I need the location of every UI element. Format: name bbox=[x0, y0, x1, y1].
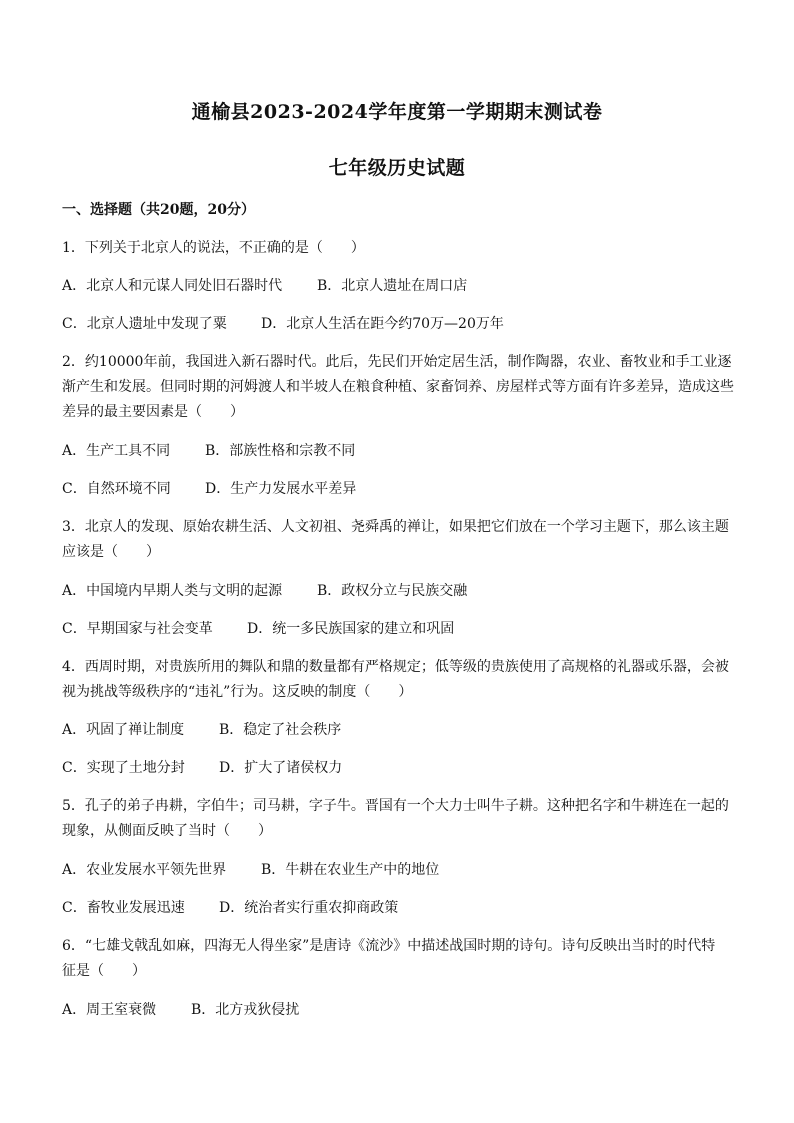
question-1-options-row-1 bbox=[62, 276, 467, 296]
question-4-options-row-2 bbox=[62, 758, 342, 778]
question-1-option-d[interactable]: D．北京人生活在距今约70万—20万年 bbox=[261, 316, 504, 332]
question-1-option-b[interactable]: B．北京人遗址在周口店 bbox=[317, 278, 468, 294]
question-2-text-line-1: 2．约10000年前，我国进入新石器时代。此后，先民们开始定居生活，制作陶器，农业、畜牧业和手工业逐 bbox=[62, 354, 732, 370]
question-2-text-line-2: 渐产生和发展。但同时期的河姆渡人和半坡人在粮食种植、家畜饲养、房屋样式等方面有许多差异，造成这些 bbox=[62, 379, 734, 395]
question-5-text-line-2: 现象，从侧面反映了当时（ ） bbox=[62, 823, 272, 839]
question-6-text-line-2: 征是（ ） bbox=[62, 963, 146, 979]
question-5-options-row-1 bbox=[62, 860, 439, 880]
question-5-option-b[interactable]: B．牛耕在农业生产中的地位 bbox=[261, 862, 440, 878]
question-4-option-b[interactable]: B．稳定了社会秩序 bbox=[219, 722, 342, 738]
question-4-text-line-1: 4．西周时期，对贵族所用的舞队和鼎的数量都有严格规定；低等级的贵族使用了高规格的礼器或乐器，会被 bbox=[62, 659, 729, 675]
question-3-option-a[interactable]: A．中国境内早期人类与文明的起源 bbox=[62, 583, 283, 599]
question-4-option-c[interactable]: C．实现了土地分封 bbox=[62, 760, 185, 776]
question-2-option-b[interactable]: B．部族性格和宗教不同 bbox=[205, 443, 356, 459]
question-5-option-a[interactable]: A．农业发展水平领先世界 bbox=[62, 862, 227, 878]
question-2-options-row-2 bbox=[62, 479, 356, 499]
question-2-option-c[interactable]: C．自然环境不同 bbox=[62, 481, 171, 497]
question-6-option-b[interactable]: B．北方戎狄侵扰 bbox=[191, 1002, 300, 1018]
question-4-option-a[interactable]: A．巩固了禅让制度 bbox=[62, 722, 185, 738]
question-6-text-line-1: 6．“七雄戈戟乱如麻，四海无人得坐家”是唐诗《流沙》中描述战国时期的诗句。诗句反映出当时的时代特 bbox=[62, 938, 716, 954]
exam-title: 通榆县2023-2024学年度第一学期期末测试卷 bbox=[191, 101, 603, 123]
question-5-text-line-1: 5．孔子的弟子冉耕，字伯牛；司马耕，字子牛。晋国有一个大力士叫牛子耕。这种把名字和牛耕连在一起的 bbox=[62, 798, 729, 814]
question-3-options-row-1 bbox=[62, 581, 467, 601]
question-4-text-line-2: 视为挑战等级秩序的“违礼”行为。这反映的制度（ ） bbox=[62, 684, 413, 700]
question-1-options-row-2 bbox=[62, 314, 504, 334]
question-3-text-line-1: 3．北京人的发现、原始农耕生活、人文初祖、尧舜禹的禅让，如果把它们放在一个学习主题下，那么该主题 bbox=[62, 519, 729, 535]
question-3-option-c[interactable]: C．早期国家与社会变革 bbox=[62, 621, 213, 637]
question-5-option-c[interactable]: C．畜牧业发展迅速 bbox=[62, 900, 185, 916]
question-2-option-a[interactable]: A．生产工具不同 bbox=[62, 443, 171, 459]
question-5-options-row-2 bbox=[62, 898, 398, 918]
question-4-option-d[interactable]: D．扩大了诸侯权力 bbox=[219, 760, 343, 776]
question-6-options-row-1 bbox=[62, 1000, 299, 1020]
question-1-option-c[interactable]: C．北京人遗址中发现了粟 bbox=[62, 316, 227, 332]
question-5-option-d[interactable]: D．统治者实行重农抑商政策 bbox=[219, 900, 399, 916]
question-1-text: 1．下列关于北京人的说法，不正确的是（ ） bbox=[62, 240, 365, 256]
section-heading: 一、选择题（共20题，20分） bbox=[62, 202, 255, 218]
question-6-option-a[interactable]: A．周王室衰微 bbox=[62, 1002, 157, 1018]
question-3-option-d[interactable]: D．统一多民族国家的建立和巩固 bbox=[247, 621, 455, 637]
question-2-option-d[interactable]: D．生产力发展水平差异 bbox=[205, 481, 357, 497]
question-3-options-row-2 bbox=[62, 619, 454, 639]
question-3-text-line-2: 应该是（ ） bbox=[62, 544, 160, 560]
exam-subtitle: 七年级历史试题 bbox=[328, 157, 466, 179]
question-2-options-row-1 bbox=[62, 441, 355, 461]
question-3-option-b[interactable]: B．政权分立与民族交融 bbox=[317, 583, 468, 599]
question-4-options-row-1 bbox=[62, 720, 341, 740]
question-1-option-a[interactable]: A．北京人和元谋人同处旧石器时代 bbox=[62, 278, 283, 294]
question-2-text-line-3: 差异的最主要因素是（ ） bbox=[62, 404, 244, 420]
